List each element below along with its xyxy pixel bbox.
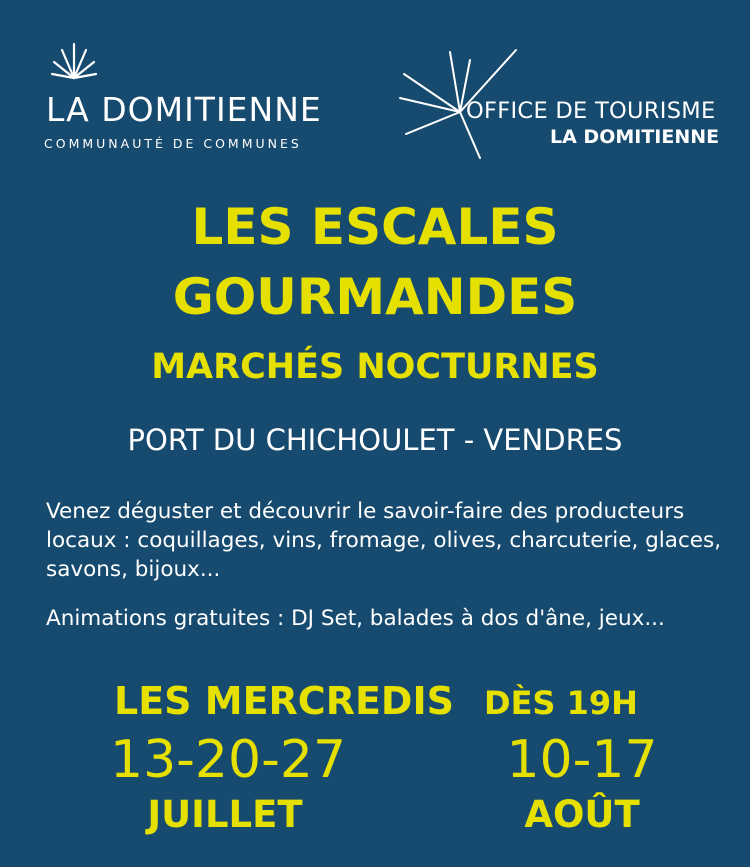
july-month: JUILLET (147, 793, 303, 836)
office-de-tourisme-logo (398, 42, 718, 162)
la-domitienne-logo (40, 40, 340, 150)
august-dates: 10-17 (506, 730, 658, 790)
event-time: DÈS 19H (484, 684, 638, 722)
communaute-de-communes-label: COMMUNAUTÉ DE COMMUNES (44, 136, 302, 151)
event-subtitle: MARCHÉS NOCTURNES (151, 347, 599, 387)
event-title-line2: GOURMANDES (172, 268, 578, 326)
la-domitienne-name: LA DOMITIENNE (46, 90, 322, 129)
event-days: LES MERCREDIS (114, 679, 454, 723)
event-location: PORT DU CHICHOULET - VENDRES (127, 423, 623, 457)
event-animations: Animations gratuites : DJ Set, balades à dos d'âne, jeux... (46, 606, 665, 631)
august-month: AOÛT (524, 793, 640, 836)
event-title-line1: LES ESCALES (191, 198, 559, 256)
event-description: Venez déguster et découvrir le savoir-faire des producteurs locaux : coquillages, vins, fromage, olives, charcuterie, glaces, savons, bijoux... (46, 499, 722, 582)
office-de-tourisme-label: OFFICE DE TOURISME (466, 98, 716, 124)
office-la-domitienne-label: LA DOMITIENNE (550, 126, 720, 148)
july-dates: 13-20-27 (110, 730, 347, 790)
